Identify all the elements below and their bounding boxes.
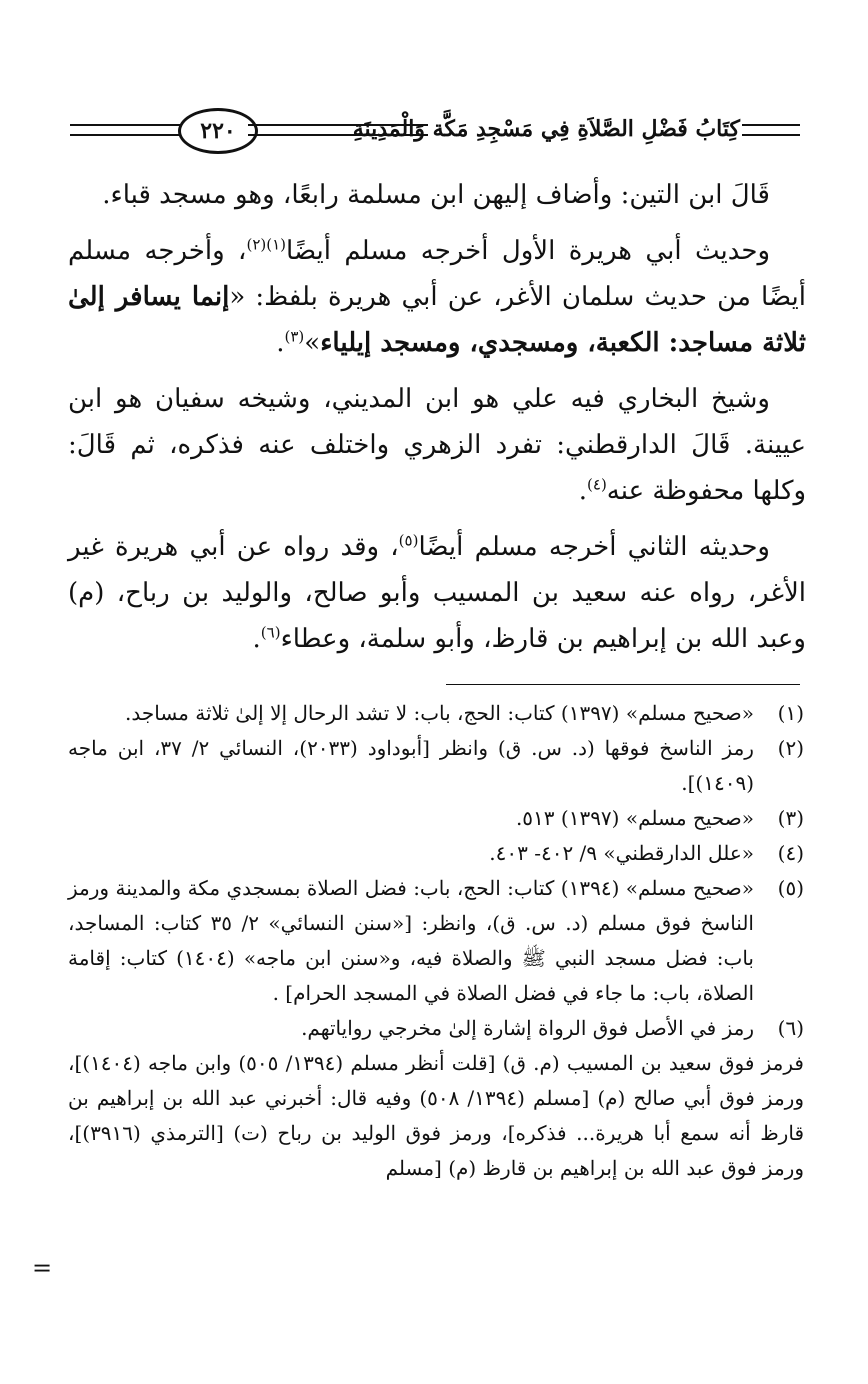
footnote-number: (٦) — [777, 1016, 804, 1040]
main-text — [68, 172, 806, 672]
hadith-quote: إنما يسافر إلىٰ ثلاثة مساجد: الكعبة، ومسجدي، ومسجد إيلياء — [68, 282, 806, 358]
footnotes — [68, 696, 804, 1186]
footnote-ref: (٦) — [260, 623, 281, 642]
footnote-text: «صحيح مسلم» (١٣٩٤) كتاب: الحج، باب: فضل الصلاة بمسجدي مكة والمدينة ورمز الناسخ فوق مسلم (د. س. ق)، وانظر: [«سنن النسائي» ٢/ ٣٥ كتاب: المساجد، باب: فضل مسجد النبي ﷺ والصلاة فيه، و«سنن ابن ماجه» (١٤٠٤) كتاب: إقامة الصلاة، باب: ما جاء في فضل الصلاة في المسجد الحرام] . — [68, 876, 754, 1005]
text-span: » — [304, 328, 321, 358]
footnote — [68, 836, 804, 871]
footnote-ref: (٥) — [398, 531, 419, 550]
text-span: . — [578, 476, 588, 506]
footnote-number: (٢) — [777, 736, 804, 760]
paragraph — [68, 228, 806, 366]
header-rule — [70, 134, 180, 136]
footnote — [68, 696, 804, 731]
footnote-ref: (٤) — [587, 475, 607, 494]
text-span: ، وقد رواه عن أبي هريرة غير الأغر، رواه عنه سعيد بن المسيب وأبو صالح، والوليد بن رباح، (م) وعبد الله بن إبراهيم بن قارظ، وأبو سلمة، وعطاء — [68, 532, 806, 654]
running-title: كِتَابُ فَضْلِ الصَّلاَةِ فِي مَسْجِدِ مَكَّة وَالْمَدِينَةِ — [352, 116, 740, 142]
continuation-mark: = — [32, 1254, 53, 1282]
footnote-text: رمز في الأصل فوق الرواة إشارة إلىٰ مخرجي رواياتهم. — [301, 1016, 754, 1040]
footnote-ref: (١)(٢) — [246, 235, 287, 254]
header-rule — [70, 124, 180, 126]
text-span: قَالَ ابن التين: وأضاف إليهن ابن مسلمة رابعًا، وهو مسجد قباء. — [102, 180, 770, 210]
footnote-ref: (٣) — [284, 327, 305, 346]
footnote-continuation: فرمز فوق سعيد بن المسيب (م. ق) [قلت أنظر مسلم (١٣٩٤/ ٥٠٥) وابن ماجه (١٤٠٤)]، ورمز فوق أبي صالح (م) [مسلم (١٣٩٤/ ٥٠٨) وفيه قال: أخبرني عبد الله بن إبراهيم بن قارظ أنه سمع أبا هريرة... فذكره]، ورمز فوق الوليد بن رباح (ت) [الترمذي (٣٩١٦)]، ورمز فوق عبد الله بن إبراهيم بن قارظ (م) [مسلم — [68, 1051, 804, 1180]
text-span: وشيخ البخاري فيه علي هو ابن المديني، وشيخه سفيان هو ابن عيينة. قَالَ الدارقطني: تفرد الزهري واختلف عنه فذكره، ثم قَالَ: وكلها محفوظة عنه — [68, 384, 806, 506]
footnote-number: (٤) — [777, 841, 804, 865]
footnote-text: رمز الناسخ فوقها (د. س. ق) وانظر [أبوداود (٢٠٣٣)، النسائي ٢/ ٣٧، ابن ماجه (١٤٠٩)]. — [68, 736, 754, 795]
footnote-number: (٥) — [777, 876, 804, 900]
text-span: . — [252, 624, 261, 654]
header-rule — [742, 134, 800, 136]
footnote-number: (٣) — [777, 806, 804, 830]
footnote-number: (١) — [777, 701, 804, 725]
footnote-text: «علل الدارقطني» ٩/ ٤٠٢- ٤٠٣. — [489, 841, 754, 865]
paragraph — [68, 172, 806, 218]
paragraph — [68, 524, 806, 662]
text-span: . — [276, 328, 285, 358]
page-header — [70, 112, 800, 162]
paragraph — [68, 376, 806, 514]
footnote — [68, 871, 804, 1011]
text-span: وحديثه الثاني أخرجه مسلم أيضًا — [418, 532, 770, 562]
footnote — [68, 731, 804, 801]
footnote-text: «صحيح مسلم» (١٣٩٧) ٥١٣. — [515, 806, 754, 830]
footnote-text: «صحيح مسلم» (١٣٩٧) كتاب: الحج، باب: لا تشد الرحال إلا إلىٰ ثلاثة مساجد. — [125, 701, 754, 725]
text-span: وحديث أبي هريرة الأول أخرجه مسلم أيضًا — [286, 236, 770, 266]
footnote — [68, 1011, 804, 1046]
text-span: ، وأخرجه مسلم أيضًا من حديث سلمان الأغر، عن أبي هريرة بلفظ: « — [68, 236, 806, 312]
footnote-divider — [446, 684, 800, 685]
header-rule — [742, 124, 800, 126]
footnote — [68, 801, 804, 836]
page-number: ٢٢٠ — [178, 108, 258, 154]
